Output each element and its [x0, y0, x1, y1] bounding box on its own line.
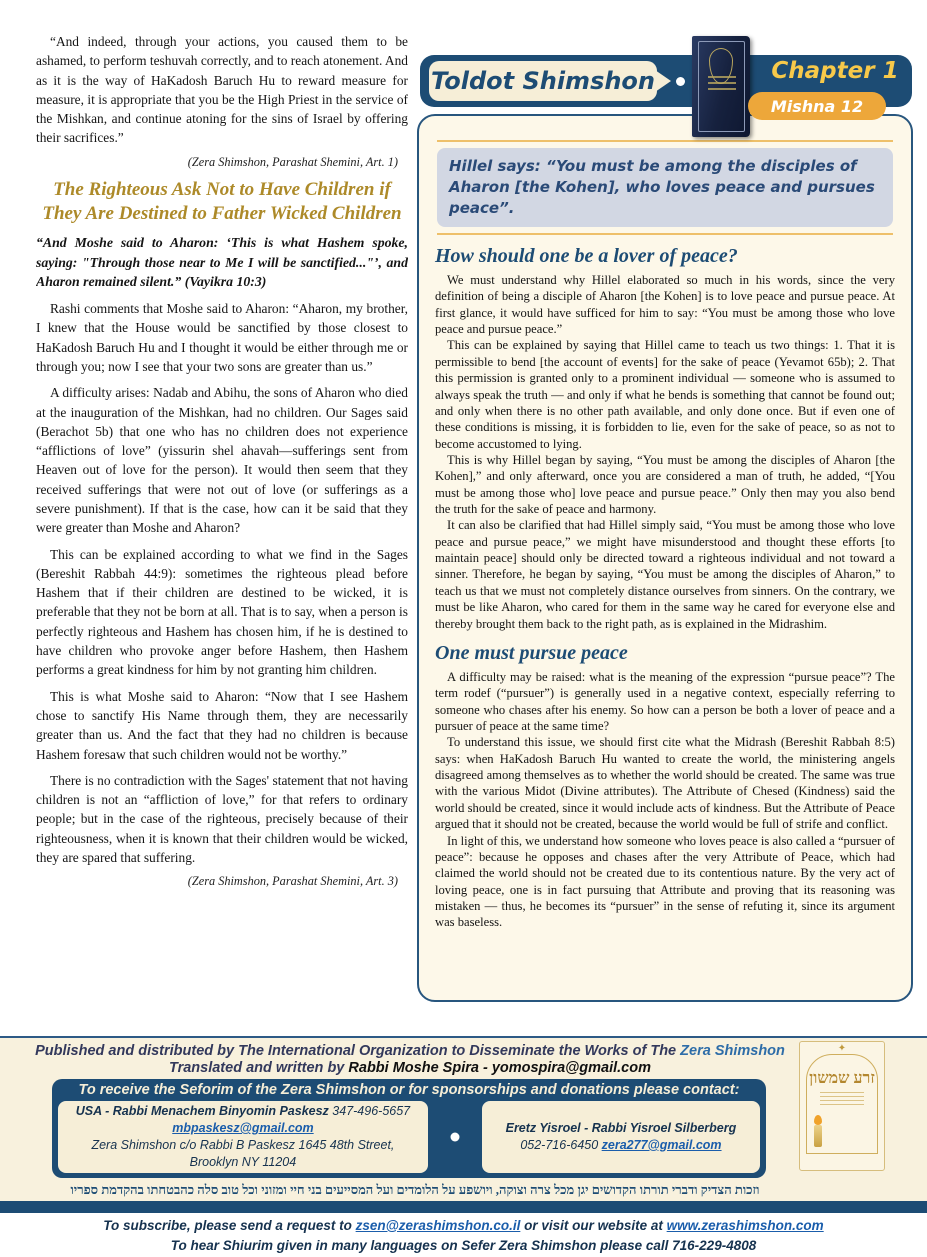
crown-icon: ✦: [837, 1043, 847, 1054]
subscribe-text: To subscribe, please send a request to: [103, 1217, 356, 1233]
contact-block: [52, 1079, 766, 1178]
section-heading: One must pursue peace: [435, 641, 628, 664]
shiurim-line: To hear Shiurim given in many languages on Sefer Zera Shimshon please call 716-229-4808: [170, 1237, 757, 1253]
contact-card-israel: [482, 1101, 760, 1173]
subscribe-area: [0, 1213, 927, 1255]
candle-icon: [814, 1125, 822, 1147]
usa-phone: 347-496-5657: [328, 1104, 411, 1118]
footer-info-band: [0, 1036, 927, 1201]
published-highlight: Zera Shimshon: [680, 1043, 785, 1059]
newsletter-title: Toldot Shimshon: [430, 67, 656, 95]
subscribe-email-link[interactable]: zsen@zerashimshon.co.il: [355, 1217, 521, 1233]
translated-line: [0, 1060, 820, 1076]
paragraph: This is what Moshe said to Aharon: “Now that I see Hashem chose to sanctify His Name through them, they are necessarily greater than us. And the fact that they had no children is because Hashem foresaw that such children would not be worthy.”: [36, 688, 408, 762]
paragraph: A difficulty arises: Nadab and Abihu, the sons of Aharon who died at the inauguration of the Mishkan, had no children. Our Sages said (Berachot 5b) that one who has no children does not experience “afflictions of love” (yissurin shel ahavah—sufferings sent from Heaven out of love for the person). It would then seem that they received sufferings that were not out of love (or sufferings as a severe punishment). If that is the case, how can it be said that they were greater than Moshe and Aharon?: [36, 385, 408, 536]
chapter-label: Chapter 1: [771, 58, 899, 84]
paragraph: Rashi comments that Moshe said to Aharon: “Aharon, my brother, I knew that the House would be sanctified by those closest to HaKadosh Baruch Hu and I thought it would be either through me or through you; now I see that your two sons are greater than us.”: [36, 301, 408, 374]
hebrew-blessing: וזכות הצדיק ודברי תורתו הקדושים יגן מכל צרה וצוקה, ויושפע על הלומדים ועל המסייעים בני חיי ומזוני וכל טוב סלה כהבטחתו בהקדמת ספריו: [70, 1181, 760, 1197]
paragraph: There is no contradiction with the Sages' statement that not having children is not an “affliction of love,” for that refers to ordinary people; but in the case of the righteous, precisely because of their righteousness, when it is known that their children would be wicked, they are spared that suffering.: [36, 772, 408, 866]
source-attribution: (Zera Shimshon, Parashat Shemini, Art. 1): [187, 154, 398, 169]
subscribe-text: or visit our website at: [520, 1217, 667, 1233]
usa-email-link[interactable]: mbpaskesz@gmail.com: [172, 1120, 314, 1135]
usa-contact-line: [66, 1103, 420, 1137]
paragraph: A difficulty may be raised: what is the meaning of the expression “pursue peace”? The term rodef (“pursuer”) is generally used in a negative context, especially referring to someone who chases after his enemy. So how can a person be both a lover of peace and a pursuer of peace at the same time?: [435, 669, 895, 733]
newsletter-title-pill: [429, 61, 657, 101]
paragraph: It can also be clarified that had Hillel simply said, “You must be among those who love peace and pursue peace,” we might have misunderstood and thought these efforts [to maintain peace] should only be directed toward a righteous individual and not toward a sinner. Therefore, he began by saying, “You must be among the disciples of Aharon,” to teach us that we must not completely distance ourselves from sinners. On the contrary, we must be like Aharon, who cared for them in the same way he cared for everyone else and thereby brought them back to the right path, as is explained in the Midrashim.: [435, 518, 895, 631]
main-content-panel: [417, 114, 913, 1002]
zera-shimshon-logo: [799, 1041, 885, 1171]
article-heading: The Righteous Ask Not to Have Children if They Are Destined to Father Wicked Children: [42, 178, 402, 224]
footer-bar: [0, 1201, 927, 1213]
section-heading: How should one be a lover of peace?: [435, 245, 738, 267]
source-attribution: (Zera Shimshon, Parashat Shemini, Art. 3): [187, 874, 398, 889]
published-line: [0, 1043, 820, 1059]
contact-card-usa: [58, 1101, 428, 1173]
mishna-badge: Mishna 12: [748, 92, 886, 120]
israel-contact-name: Eretz Yisroel - Rabbi Yisroel Silberberg: [505, 1120, 737, 1135]
paragraph: We must understand why Hillel elaborated so much in his words, since the very definition of being a disciple of Aharon [the Kohen] is to love peace and pursue peace. At first glance, it would have sufficed for him to say: “You must be among those who love peace and pursue peace.”: [435, 273, 895, 337]
mishna-quote-box: Hillel says: “You must be among the disciples of Aharon [the Kohen], who loves peace and pursues peace”.: [437, 148, 893, 227]
logo-arch-icon: [806, 1054, 878, 1154]
author-name: Rabbi Moshe Spira - yomospira@gmail.com: [348, 1060, 651, 1076]
paragraph: This can be explained according to what we find in the Sages (Bereshit Rabbah 44:9): sometimes the righteous plead before Hashem that if their children are destined to be wicked, it is preferable that they not be born at all. That is to say, when a person is perfectly righteous and Hashem has chosen him, if he is destined to have children who provoke anger before Hashem, then Hashem performs a great kindness for him by not granting him children.: [36, 546, 408, 678]
paragraph: This can be explained by saying that Hillel came to teach us two things: 1. That it is permissible to bend [the account of events] for the sake of peace (Yevamot 65b); 2. That this permission is granted only to a prominent individual — someone who is assumed to always speak the truth — and only if what he bends is something that cannot be found out; and only when there is no other path available, and only done once. But if even one of these conditions is missing, it is forbidden to lie, even for the sake of peace, so as not to become accustomed to lying.: [435, 338, 895, 451]
book-text-lines-icon: [708, 76, 736, 94]
left-column: [36, 32, 408, 1034]
divider: [437, 233, 893, 235]
logo-title: זרע שמשון: [809, 1070, 875, 1087]
subscribe-line: [0, 1217, 927, 1235]
intro-paragraph: “And indeed, through your actions, you caused them to be ashamed, to perform teshuvah correctly, and to reach atonement. And as it is the way of HaKadosh Baruch Hu to reward measure for measure, it is appropriate that you be the High Priest in the service of the Mishkan, and continue atoning for the sins of Israel by offering their sacrifices.”: [36, 34, 408, 146]
verse-quote: “And Moshe said to Aharon: ‘This is what Hashem spoke, saying: "Through those near to Me I will be sanctified..."’, and Aharon remained silent.” (Vayikra 10:3): [36, 235, 408, 290]
paragraph: To understand this issue, we should first cite what the Midrash (Bereshit Rabbah 8:5) says: when HaKadosh Baruch Hu wanted to create the world, the ministering angels disagreed among themselves as to whether the world should be created. The same was true with the various Midot (Divine attributes). The Attribute of Chesed (Kindness) said the world should be created, since it would include acts of kindness. But the Attribute of Peace argued that it should not be created, because the world would be full of strife and conflict.: [435, 735, 895, 832]
contact-banner: To receive the Seforim of the Zera Shimshon or for sponsorships and donations please contact:: [78, 1082, 740, 1098]
logo-smallprint-lines: [820, 1092, 864, 1108]
sefer-cover-icon: [692, 36, 750, 137]
published-text: Published and distributed by The International Organization to Disseminate the Works of The: [35, 1043, 681, 1059]
decorative-dot-icon: [676, 77, 685, 86]
israel-email-link[interactable]: zera277@gmail.com: [601, 1137, 722, 1152]
paragraph: This is why Hillel began by saying, “You must be among the disciples of Aharon [the Kohen],” and only afterward, once you are considered a man of truth, he added, “[You must be among those who] love peace and pursue peace.” Only then may you also bend the truth for the sake of peace and harmony.: [435, 452, 895, 517]
website-link[interactable]: www.zerashimshon.com: [666, 1217, 824, 1233]
contact-row: [58, 1101, 760, 1173]
paragraph: In light of this, we understand how someone who loves peace is also called a “pursuer of peace”: because he opposes and chases after the very Attribute of Peace, which had claimed the world should not be created due to its contentious nature. By the very act of loving peace, one is in fact pursuing that Attribute and proving that its reasoning was mistaken — thus, he becomes its “pursuer” in the sense of refuting it, since its argument was baseless.: [435, 833, 895, 930]
divider-dot-icon: [428, 1101, 482, 1173]
translated-text: Translated and written by: [168, 1060, 349, 1076]
israel-contact-line: [490, 1137, 752, 1154]
footer: [0, 1036, 927, 1257]
usa-contact-name: USA - Rabbi Menachem Binyomin Paskesz: [75, 1104, 329, 1118]
divider: [437, 140, 893, 142]
usa-address: Zera Shimshon c/o Rabbi B Paskesz 1645 48th Street, Brooklyn NY 11204: [91, 1137, 395, 1169]
israel-phone: 052-716-6450: [520, 1137, 602, 1152]
